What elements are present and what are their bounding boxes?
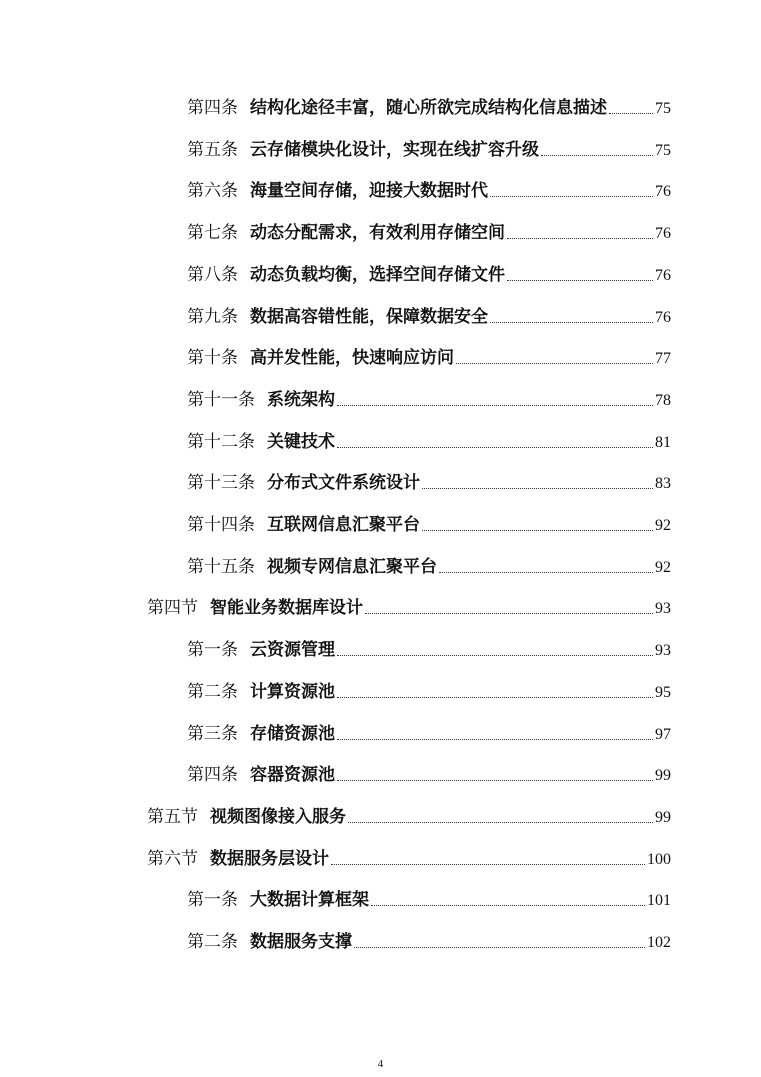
toc-entry[interactable] (187, 639, 671, 662)
toc-entry-title: 动态分配需求，有效利用存储空间 (250, 223, 505, 243)
toc-entry-title: 大数据计算框架 (250, 890, 369, 910)
dot-leader (609, 113, 653, 114)
toc-entry[interactable] (187, 431, 671, 454)
dot-leader (507, 280, 653, 281)
dot-leader (354, 947, 645, 948)
toc-entry[interactable] (187, 222, 671, 245)
toc-entry[interactable] (147, 806, 671, 829)
toc-entry[interactable] (147, 848, 671, 871)
toc-entry-number: 第十一条 (187, 390, 255, 410)
dot-leader (337, 780, 653, 781)
toc-entry-title: 容器资源池 (250, 765, 335, 785)
toc-entry-page: 100 (647, 851, 671, 868)
toc-entry-page: 83 (655, 475, 671, 492)
toc-entry[interactable] (187, 264, 671, 287)
toc-entry-page: 102 (647, 934, 671, 951)
toc-entry-title: 计算资源池 (250, 682, 335, 702)
toc-entry-title: 结构化途径丰富，随心所欲完成结构化信息描述 (250, 98, 607, 118)
toc-entry-page: 76 (655, 309, 671, 326)
toc-entry-number: 第七条 (187, 223, 238, 243)
toc-entry[interactable] (187, 889, 671, 912)
toc-entry-title: 数据服务层设计 (210, 849, 329, 869)
toc-entry-page: 77 (655, 350, 671, 367)
toc-entry-number: 第十五条 (187, 557, 255, 577)
dot-leader (422, 488, 653, 489)
toc-entry-page: 76 (655, 267, 671, 284)
toc-entry-number: 第八条 (187, 265, 238, 285)
toc-entry-number: 第十三条 (187, 473, 255, 493)
toc-entry[interactable] (187, 472, 671, 495)
toc-entry-number: 第四条 (187, 98, 238, 118)
toc-entry-page: 92 (655, 559, 671, 576)
toc-entry-title: 云资源管理 (250, 640, 335, 660)
toc-entry-number: 第六条 (187, 181, 238, 201)
dot-leader (371, 905, 645, 906)
toc-entry-title: 关键技术 (267, 432, 335, 452)
toc-entry-page: 101 (647, 892, 671, 909)
toc-entry-page: 76 (655, 183, 671, 200)
dot-leader (456, 363, 653, 364)
toc-entry-title: 分布式文件系统设计 (267, 473, 420, 493)
toc-entry-title: 互联网信息汇聚平台 (267, 515, 420, 535)
toc-entry[interactable] (187, 764, 671, 787)
toc-entry-number: 第十条 (187, 348, 238, 368)
toc-entry-number: 第一条 (187, 890, 238, 910)
dot-leader (337, 655, 653, 656)
toc-entry-title: 视频专网信息汇聚平台 (267, 557, 437, 577)
dot-leader (331, 864, 645, 865)
toc-entry-page: 78 (655, 392, 671, 409)
toc-entry-number: 第二条 (187, 682, 238, 702)
toc-entry-number: 第二条 (187, 932, 238, 952)
toc-entry-page: 75 (655, 142, 671, 159)
toc-entry-number: 第五条 (187, 140, 238, 160)
toc-entry[interactable] (187, 723, 671, 746)
toc-entry-page: 76 (655, 225, 671, 242)
toc-entry-title: 智能业务数据库设计 (210, 598, 363, 618)
toc-entry-title: 数据服务支撑 (250, 932, 352, 952)
toc-entry-number: 第六节 (147, 849, 198, 869)
dot-leader (439, 572, 653, 573)
dot-leader (337, 447, 653, 448)
toc-entry-page: 75 (655, 100, 671, 117)
toc-entry-number: 第一条 (187, 640, 238, 660)
toc-entry[interactable] (147, 597, 671, 620)
toc-entry-page: 99 (655, 767, 671, 784)
toc-entry[interactable] (187, 931, 671, 954)
toc-entry-number: 第九条 (187, 307, 238, 327)
toc-entry-title: 海量空间存储，迎接大数据时代 (250, 181, 488, 201)
dot-leader (507, 238, 653, 239)
toc-entry[interactable] (187, 556, 671, 579)
toc-entry-page: 93 (655, 642, 671, 659)
toc-entry-title: 高并发性能，快速响应访问 (250, 348, 454, 368)
toc-entry-page: 99 (655, 809, 671, 826)
toc-entry-page: 92 (655, 517, 671, 534)
toc-entry-title: 动态负载均衡，选择空间存储文件 (250, 265, 505, 285)
toc-entry-title: 云存储模块化设计，实现在线扩容升级 (250, 140, 539, 160)
toc-entry[interactable] (187, 347, 671, 370)
toc-entry-number: 第十二条 (187, 432, 255, 452)
toc-entry[interactable] (187, 389, 671, 412)
dot-leader (337, 405, 653, 406)
toc-entry[interactable] (187, 139, 671, 162)
dot-leader (337, 697, 653, 698)
dot-leader (490, 196, 653, 197)
dot-leader (348, 822, 653, 823)
toc-entry[interactable] (187, 514, 671, 537)
toc-entry[interactable] (187, 97, 671, 120)
toc-entry-title: 系统架构 (267, 390, 335, 410)
toc-entry-title: 存储资源池 (250, 724, 335, 744)
toc-entry-number: 第三条 (187, 724, 238, 744)
toc-entry-number: 第四节 (147, 598, 198, 618)
dot-leader (365, 613, 653, 614)
dot-leader (541, 155, 653, 156)
toc-entry[interactable] (187, 681, 671, 704)
toc-entry-number: 第四条 (187, 765, 238, 785)
toc-entry-title: 视频图像接入服务 (210, 807, 346, 827)
toc-entry-title: 数据高容错性能，保障数据安全 (250, 307, 488, 327)
toc-entry-page: 81 (655, 434, 671, 451)
toc-entry[interactable] (187, 180, 671, 203)
toc-entry-number: 第五节 (147, 807, 198, 827)
toc-entry-number: 第十四条 (187, 515, 255, 535)
toc-entry[interactable] (187, 306, 671, 329)
dot-leader (337, 739, 653, 740)
toc-entry-page: 97 (655, 726, 671, 743)
dot-leader (422, 530, 653, 531)
toc-entry-page: 95 (655, 684, 671, 701)
page-number: 4 (377, 1058, 384, 1070)
toc-entry-page: 93 (655, 600, 671, 617)
dot-leader (490, 322, 653, 323)
